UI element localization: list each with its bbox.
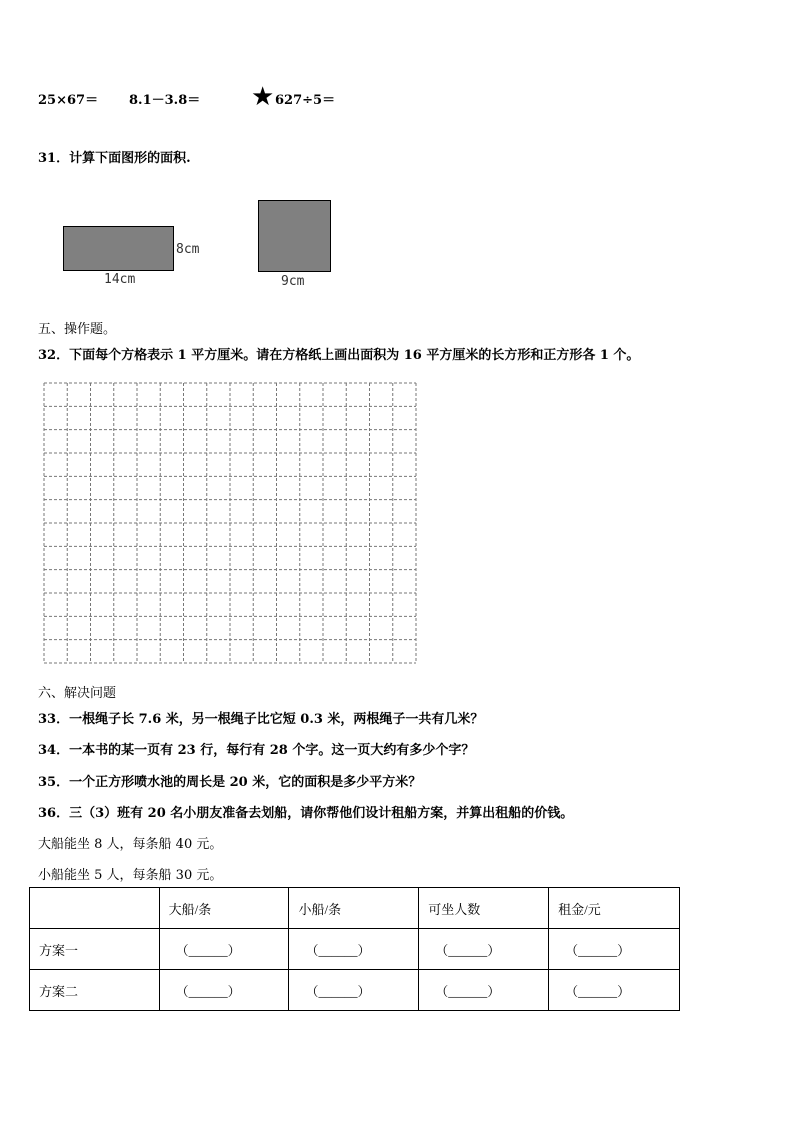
table-header-cell: 可坐人数 bbox=[419, 888, 549, 929]
table-row bbox=[30, 970, 680, 1011]
question-31: 31．计算下面图形的面积. bbox=[38, 151, 191, 166]
table-header-cell bbox=[30, 888, 160, 929]
question-34: 34．一本书的某一页有 23 行，每行有 28 个字。这一页大约有多少个字？ bbox=[38, 743, 475, 758]
big-boat-info: 大船能坐 8 人，每条船 40 元。 bbox=[38, 837, 223, 852]
table-header-cell: 租金/元 bbox=[549, 888, 680, 929]
rental-plan-table bbox=[29, 887, 680, 1011]
calc-item-3: 627÷5＝ bbox=[275, 93, 336, 108]
answer-blank[interactable]: （______） bbox=[159, 929, 289, 970]
calc-item-1: 25×67＝ bbox=[38, 93, 99, 108]
row-label: 方案一 bbox=[30, 929, 160, 970]
rectangle-figure bbox=[63, 226, 174, 271]
section-5-title: 五、操作题。 bbox=[38, 322, 117, 337]
calc-item-2: 8.1－3.8＝ bbox=[129, 93, 201, 108]
answer-blank[interactable]: （______） bbox=[549, 970, 680, 1011]
small-boat-info: 小船能坐 5 人，每条船 30 元。 bbox=[38, 868, 223, 883]
rectangle-height-label: 8cm bbox=[176, 242, 200, 257]
question-32: 32．下面每个方格表示 1 平方厘米。请在方格纸上画出面积为 16 平方厘米的长方形和正方形各 1 个。 bbox=[38, 348, 640, 363]
table-header-row bbox=[30, 888, 680, 929]
answer-blank[interactable]: （______） bbox=[289, 929, 419, 970]
row-label: 方案二 bbox=[30, 970, 160, 1011]
question-36: 36．三（3）班有 20 名小朋友准备去划船，请你帮他们设计租船方案，并算出租船的价钱。 bbox=[38, 806, 574, 821]
question-35: 35．一个正方形喷水池的周长是 20 米，它的面积是多少平方米？ bbox=[38, 775, 422, 790]
table-header-cell: 大船/条 bbox=[159, 888, 289, 929]
answer-blank[interactable]: （______） bbox=[549, 929, 680, 970]
table-header-cell: 小船/条 bbox=[289, 888, 419, 929]
star-icon: ★ bbox=[251, 82, 275, 112]
square-figure bbox=[258, 200, 331, 272]
answer-blank[interactable]: （______） bbox=[419, 929, 549, 970]
answer-blank[interactable]: （______） bbox=[159, 970, 289, 1011]
square-side-label: 9cm bbox=[281, 274, 305, 289]
rectangle-width-label: 14cm bbox=[104, 272, 136, 287]
square-grid-paper[interactable] bbox=[43, 382, 417, 664]
answer-blank[interactable]: （______） bbox=[419, 970, 549, 1011]
table-row bbox=[30, 929, 680, 970]
section-6-title: 六、解决问题 bbox=[38, 686, 117, 701]
answer-blank[interactable]: （______） bbox=[289, 970, 419, 1011]
question-33: 33．一根绳子长 7.6 米，另一根绳子比它短 0.3 米，两根绳子一共有几米？ bbox=[38, 712, 484, 727]
